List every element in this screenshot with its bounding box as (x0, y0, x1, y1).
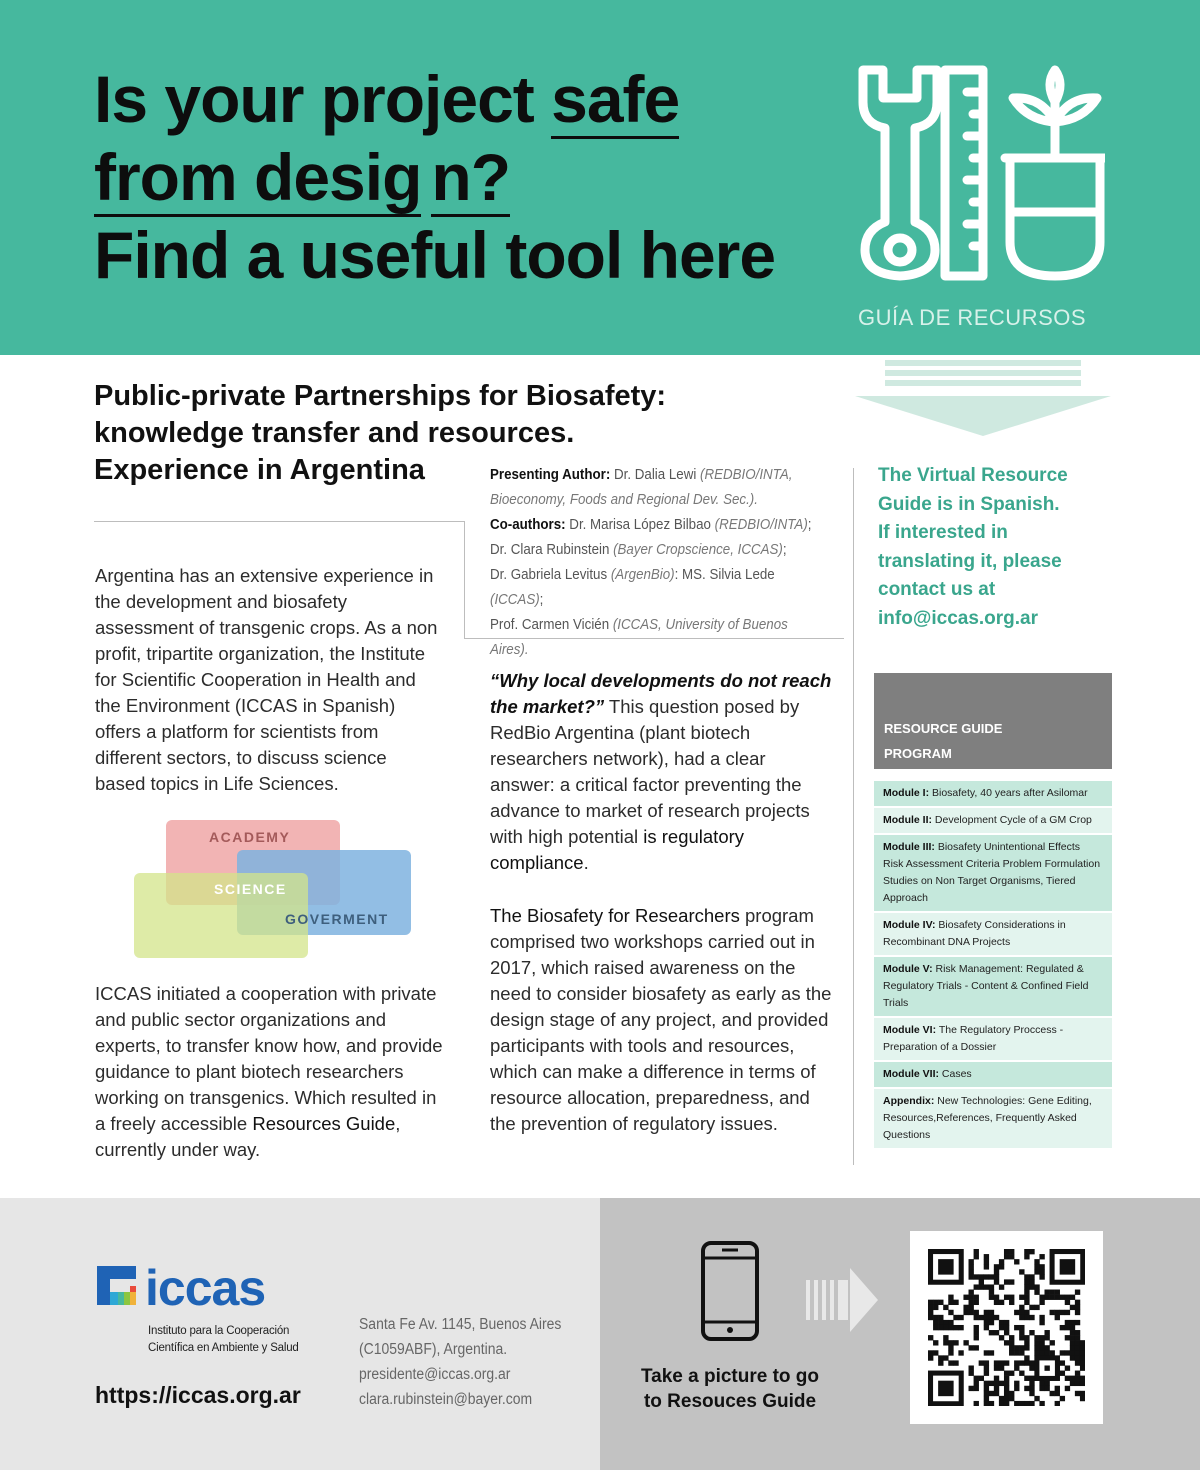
module-text: The Regulatory Proccess - Preparation of a Dossier (883, 1024, 1064, 1053)
module-item (874, 1062, 1112, 1089)
contact-email-link[interactable]: info@iccas.org.ar (878, 607, 1039, 629)
test-tube-plant-icon (1005, 70, 1105, 276)
divider (853, 468, 854, 1165)
module-item (874, 957, 1112, 1018)
arrow-right-icon (806, 1268, 878, 1332)
headline-text: Is your project (94, 62, 552, 136)
note-line: translating it, please (878, 550, 1062, 572)
website-link[interactable]: https://iccas.org.ar (95, 1382, 301, 1408)
author-affil: (Bayer Cropscience, ICCAS) (613, 542, 783, 558)
headline-text: Find a useful tool here (94, 218, 776, 292)
module-item (874, 1018, 1112, 1062)
question-paragraph (490, 668, 835, 876)
module-label: Module III: (883, 841, 935, 853)
author-affil: (ICCAS) (490, 592, 540, 608)
module-label: Module IV: (883, 919, 936, 931)
module-text: Biosafety, 40 years after Asilomar (929, 787, 1088, 799)
question-quote: “Why local developments do not reach the market?” (490, 670, 832, 717)
venn-diagram (132, 818, 414, 960)
note-line: The Virtual Resource (878, 465, 1068, 486)
author-name: Dr. Clara Rubinstein (490, 542, 614, 558)
virtual-guide-note (878, 462, 1108, 634)
module-item (874, 781, 1112, 808)
intro-paragraph: Argentina has an extensive experience in the development and biosafety assessment of transgenic crops. As a non profit, tripartite organization, the Institute for Scientific Cooperation in Health and the Environment (ICCAS in Spanish) offers a platform for scientists from different sectors, to discuss science based topics in Life Sciences. (95, 565, 438, 794)
author-affil: (ArgenBio) (610, 567, 675, 583)
module-text: Risk Management: Regulated & Regulatory Trials - Content & Confined Field Trials (883, 963, 1089, 1009)
author-name: Dr. Gabriela Levitus (490, 567, 611, 583)
contact-address (359, 1312, 561, 1412)
title-line: RESOURCE GUIDE (884, 721, 1003, 736)
module-label: Module I: (883, 787, 930, 799)
program-heading: The Biosafety for Researchers (490, 905, 740, 926)
divider (94, 521, 464, 522)
logo-sub-line: Científica en Ambiente y Salud (148, 1342, 299, 1354)
author-sep: ; (539, 592, 544, 608)
iccas-logo (95, 1262, 300, 1312)
science-label: SCIENCE (214, 881, 287, 897)
module-item (874, 808, 1112, 835)
logo-subtitle (148, 1323, 299, 1357)
headline-underlined: safe (551, 62, 679, 139)
paragraph-text: , currently under way. (95, 1113, 401, 1160)
presenting-label: Presenting Author: (490, 467, 611, 483)
tools-illustration (855, 62, 1105, 282)
author-affil: (ICCAS, University of Buenos Aires). (490, 617, 788, 658)
author-name: Dr. Dalia Lewi (610, 467, 701, 483)
module-text: New Technologies: Gene Editing, Resources,References, Frequently Asked Questions (883, 1095, 1092, 1141)
module-label: Module VII: (883, 1068, 939, 1080)
resources-guide-highlight: Resources Guide (252, 1113, 396, 1134)
regulatory-highlight: is regulatory compliance (490, 826, 745, 873)
email-link[interactable]: presidente@iccas.org.ar (359, 1366, 511, 1383)
address-line: (C1059ABF), Argentina. (359, 1341, 508, 1358)
headline-underlined: from desig (94, 140, 421, 217)
module-item (874, 913, 1112, 957)
paragraph-text: ICCAS initiated a cooperation with private and public sector organizations and experts, to transfer know how, and provide guidance to plant biotech researchers working on transgenics. Which resulted in a freely accessible (95, 983, 443, 1134)
module-text: Development Cycle of a GM Crop (932, 814, 1092, 826)
guia-label: GUÍA DE RECURSOS (858, 305, 1087, 330)
logo-text: iccas (145, 1262, 266, 1312)
resource-guide-title (884, 716, 1084, 766)
authors-block (490, 463, 812, 663)
footer-right (600, 1198, 1200, 1470)
academy-label: ACADEMY (209, 829, 291, 845)
headline (94, 60, 854, 294)
ruler-icon (945, 70, 983, 276)
paragraph-text: . (583, 852, 589, 873)
caption-line: Take a picture to go (640, 1366, 820, 1387)
divider (464, 638, 844, 639)
note-line: contact us at (878, 579, 996, 601)
module-text: Biosafety Unintentional Effects Risk Assessment Criteria Problem Formulation Studies on Non Target Organisms, Tiered Approach (883, 841, 1101, 904)
address-line: Santa Fe Av. 1145, Buenos Aires (359, 1316, 562, 1333)
qr-code-panel[interactable] (910, 1231, 1103, 1424)
module-list (874, 781, 1112, 1150)
module-item (874, 1089, 1112, 1150)
email-link[interactable]: clara.rubinstein@bayer.com (359, 1391, 533, 1408)
note-line: If interested in (878, 522, 1008, 544)
down-arrow-icon (855, 360, 1111, 436)
headline-underlined: n? (431, 140, 510, 217)
module-item (874, 835, 1112, 913)
phone-icon (700, 1240, 760, 1342)
module-text: Cases (939, 1068, 972, 1080)
paragraph-text: program comprised two workshops carried out in 2017, which raised awareness on the need to consider biosafety as early as the design stage of any project, and provided participants with tools and resources, which can make a difference in terms of resource allocation, preparedness, and the prevention of regulatory issues. (490, 905, 832, 1134)
module-text: Biosafety Considerations in Recombinant DNA Projects (883, 919, 1066, 948)
note-line: Guide is in Spanish. (878, 493, 1060, 515)
module-label: Module VI: (883, 1024, 937, 1036)
author-sep: : MS. Silvia Lede (674, 567, 775, 583)
divider (464, 521, 465, 638)
coauthors-label: Co-authors: (490, 517, 566, 533)
logo-sub-line: Instituto para la Cooperación (148, 1325, 290, 1337)
wrench-icon (863, 70, 937, 276)
goverment-label: GOVERMENT (285, 911, 389, 927)
take-picture-caption (620, 1364, 840, 1414)
title-line: PROGRAM (884, 746, 952, 761)
title-line: Public-private Partnerships for Biosafety: (94, 380, 667, 412)
module-label: Module II: (883, 814, 932, 826)
title-line: Experience in Argentina (94, 454, 425, 486)
author-sep: ; (782, 542, 787, 558)
qr-code-icon[interactable] (928, 1249, 1085, 1406)
caption-line: to Resouces Guide (643, 1391, 817, 1412)
paragraph-text: This question posed by RedBio Argentina (plant biotech researchers network), had a clear answer: a critical factor preventing the advance to market of research projects with high potential (490, 696, 810, 847)
author-name: Prof. Carmen Vicién (490, 617, 613, 633)
module-label: Module V: (883, 963, 933, 975)
program-paragraph (490, 903, 835, 1137)
module-label: Appendix: (883, 1095, 935, 1107)
author-affil: (REDBIO/INTA) (714, 517, 808, 533)
cooperation-paragraph (95, 981, 445, 1163)
title-line: knowledge transfer and resources. (94, 417, 575, 449)
author-affil: (REDBIO/INTA, Bioeconomy, Foods and Regional Dev. Sec.). (490, 467, 793, 508)
author-name: Dr. Marisa López Bilbao (565, 517, 715, 533)
author-sep: ; (807, 517, 812, 533)
